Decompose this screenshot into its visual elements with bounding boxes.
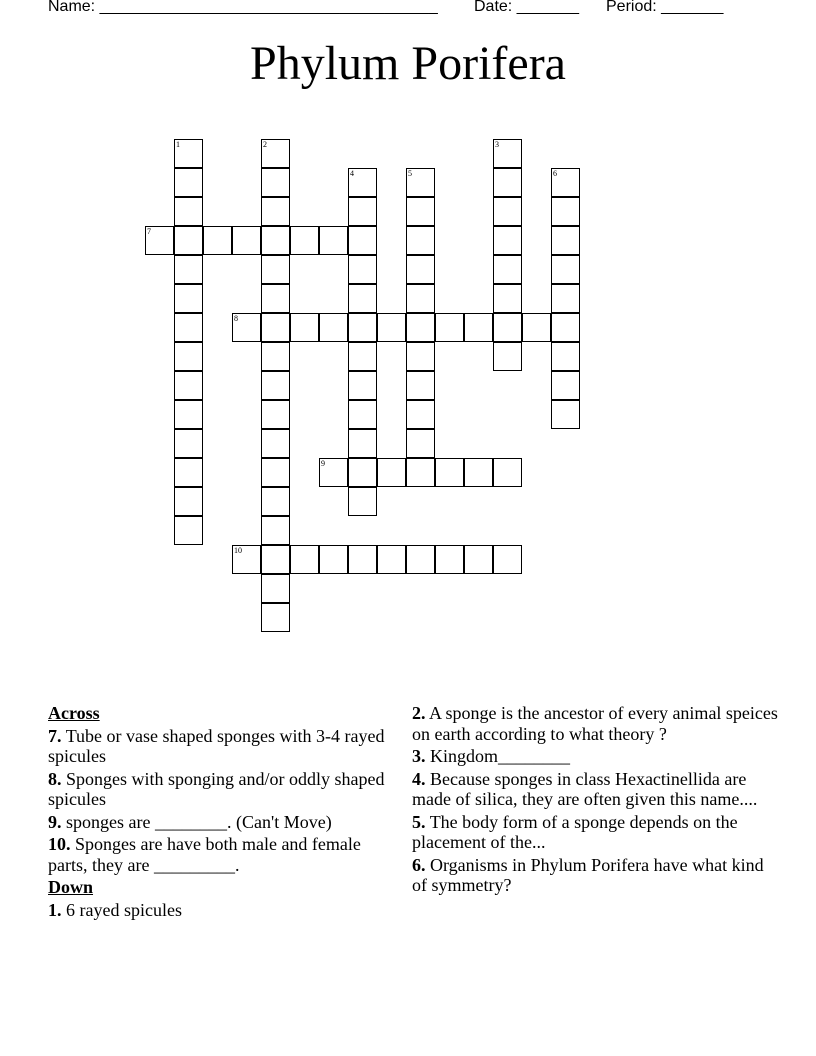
crossword-cell[interactable]: [493, 197, 522, 226]
crossword-cell[interactable]: [551, 313, 580, 342]
crossword-cell[interactable]: [319, 458, 348, 487]
crossword-cell[interactable]: [348, 487, 377, 516]
crossword-cell[interactable]: [261, 284, 290, 313]
crossword-cell[interactable]: [261, 458, 290, 487]
cell-number: 5: [408, 169, 412, 178]
crossword-cell[interactable]: [435, 458, 464, 487]
crossword-cell[interactable]: [174, 458, 203, 487]
crossword-cell[interactable]: [261, 168, 290, 197]
crossword-cell[interactable]: [145, 226, 174, 255]
cell-number: 1: [176, 140, 180, 149]
period-field[interactable]: Period: _______: [606, 0, 724, 15]
cell-number: 7: [147, 227, 151, 236]
crossword-cell[interactable]: [174, 197, 203, 226]
across-heading: Across: [48, 703, 100, 723]
clue-down-1: 1. 6 rayed spicules: [48, 899, 182, 920]
clue-down-2: 2. A sponge is the ancestor of every animal speices on earth according to what theory ?: [412, 703, 778, 744]
crossword-cell[interactable]: [464, 313, 493, 342]
crossword-cell[interactable]: [348, 168, 377, 197]
crossword-cell[interactable]: [551, 400, 580, 429]
cell-number: 9: [321, 459, 325, 468]
crossword-cell[interactable]: [261, 371, 290, 400]
crossword-cell[interactable]: [319, 226, 348, 255]
crossword-cell[interactable]: [261, 139, 290, 168]
clue-down-5: 5. The body form of a sponge depends on the placement of the...: [412, 811, 738, 852]
crossword-cell[interactable]: [406, 429, 435, 458]
crossword-cell[interactable]: [348, 255, 377, 284]
crossword-cell[interactable]: [435, 545, 464, 574]
crossword-cell[interactable]: [232, 545, 261, 574]
crossword-cell[interactable]: [406, 197, 435, 226]
crossword-cell[interactable]: [174, 342, 203, 371]
down-heading: Down: [48, 877, 94, 897]
crossword-cell[interactable]: [348, 400, 377, 429]
crossword-cell[interactable]: [377, 313, 406, 342]
crossword-cell[interactable]: [406, 458, 435, 487]
crossword-cell[interactable]: [406, 545, 435, 574]
crossword-cell[interactable]: [493, 342, 522, 371]
crossword-cell[interactable]: [261, 545, 290, 574]
crossword-cell[interactable]: [261, 197, 290, 226]
crossword-cell[interactable]: [348, 342, 377, 371]
crossword-cell[interactable]: [493, 226, 522, 255]
clue-across-8: 8. Sponges with sponging and/or oddly shaped spicules: [48, 768, 385, 809]
crossword-cell[interactable]: [261, 226, 290, 255]
crossword-cell[interactable]: [261, 487, 290, 516]
crossword-cell[interactable]: [261, 255, 290, 284]
crossword-cell[interactable]: [493, 168, 522, 197]
crossword-cell[interactable]: [348, 197, 377, 226]
crossword-cell[interactable]: [406, 284, 435, 313]
crossword-cell[interactable]: [319, 545, 348, 574]
crossword-cell[interactable]: [174, 255, 203, 284]
crossword-cell[interactable]: [551, 284, 580, 313]
clues-left-column: [48, 703, 388, 922]
crossword-cell[interactable]: [232, 226, 261, 255]
crossword-cell[interactable]: [493, 139, 522, 168]
crossword-cell[interactable]: [261, 574, 290, 603]
crossword-cell[interactable]: [261, 603, 290, 632]
crossword-cell[interactable]: [261, 516, 290, 545]
crossword-cell[interactable]: [348, 284, 377, 313]
crossword-cell[interactable]: [406, 400, 435, 429]
cell-number: 8: [234, 314, 238, 323]
crossword-cell[interactable]: [174, 487, 203, 516]
crossword-cell[interactable]: [464, 545, 493, 574]
clue-across-10: 10. Sponges are have both male and female parts, they are _________.: [48, 834, 361, 875]
crossword-cell[interactable]: [406, 313, 435, 342]
cell-number: 4: [350, 169, 354, 178]
crossword-cell[interactable]: [493, 545, 522, 574]
crossword-cell[interactable]: [348, 545, 377, 574]
crossword-cell[interactable]: [493, 458, 522, 487]
crossword-cell[interactable]: [435, 313, 464, 342]
crossword-cell[interactable]: [174, 139, 203, 168]
date-field[interactable]: Date: _______: [474, 0, 579, 15]
crossword-cell[interactable]: [377, 545, 406, 574]
crossword-cell[interactable]: [493, 284, 522, 313]
clue-down-6: 6. Organisms in Phylum Porifera have what kind of symmetry?: [412, 854, 764, 895]
page-title: Phylum Porifera: [250, 37, 566, 90]
crossword-cell[interactable]: [551, 168, 580, 197]
cell-number: 6: [553, 169, 557, 178]
crossword-cell[interactable]: [348, 458, 377, 487]
crossword-cell[interactable]: [377, 458, 406, 487]
crossword-cell[interactable]: [290, 545, 319, 574]
crossword-cell[interactable]: [174, 371, 203, 400]
name-field[interactable]: Name: ______________________________________: [48, 0, 438, 15]
crossword-cell[interactable]: [406, 255, 435, 284]
crossword-cell[interactable]: [348, 226, 377, 255]
crossword-cell[interactable]: [290, 226, 319, 255]
crossword-cell[interactable]: [174, 226, 203, 255]
crossword-cell[interactable]: [174, 400, 203, 429]
crossword-cell[interactable]: [406, 342, 435, 371]
crossword-cell[interactable]: [319, 313, 348, 342]
clue-down-3: 3. Kingdom________: [412, 746, 571, 766]
clue-across-9: 9. sponges are ________. (Can't Move): [48, 811, 332, 832]
crossword-cell[interactable]: [522, 313, 551, 342]
crossword-cell[interactable]: [232, 313, 261, 342]
clues-right-column: [412, 703, 782, 898]
crossword-cell[interactable]: [261, 313, 290, 342]
crossword-cell[interactable]: [348, 371, 377, 400]
crossword-cell[interactable]: [406, 371, 435, 400]
crossword-cell[interactable]: [551, 342, 580, 371]
crossword-cell[interactable]: [551, 226, 580, 255]
crossword-cell[interactable]: [261, 400, 290, 429]
crossword-cell[interactable]: [174, 516, 203, 545]
crossword-cell[interactable]: [261, 342, 290, 371]
crossword-cell[interactable]: [493, 255, 522, 284]
crossword-cell[interactable]: [174, 284, 203, 313]
crossword-cell[interactable]: [290, 313, 319, 342]
crossword-cell[interactable]: [203, 226, 232, 255]
cell-number: 2: [263, 140, 267, 149]
crossword-cell[interactable]: [174, 429, 203, 458]
cell-number: 3: [495, 140, 499, 149]
crossword-cell[interactable]: [551, 255, 580, 284]
crossword-cell[interactable]: [348, 313, 377, 342]
crossword-cell[interactable]: [551, 371, 580, 400]
clue-down-4: 4. Because sponges in class Hexactinellida are made of silica, they are often given this name....: [412, 768, 758, 809]
clue-across-7: 7. Tube or vase shaped sponges with 3-4 rayed spicules: [48, 725, 385, 766]
crossword-cell[interactable]: [261, 429, 290, 458]
crossword-cell[interactable]: [348, 429, 377, 458]
crossword-cell[interactable]: [174, 168, 203, 197]
crossword-cell[interactable]: [406, 168, 435, 197]
crossword-cell[interactable]: [551, 197, 580, 226]
crossword-cell[interactable]: [464, 458, 493, 487]
crossword-cell[interactable]: [406, 226, 435, 255]
crossword-cell[interactable]: [174, 313, 203, 342]
crossword-cell[interactable]: [493, 313, 522, 342]
cell-number: 10: [234, 546, 242, 555]
